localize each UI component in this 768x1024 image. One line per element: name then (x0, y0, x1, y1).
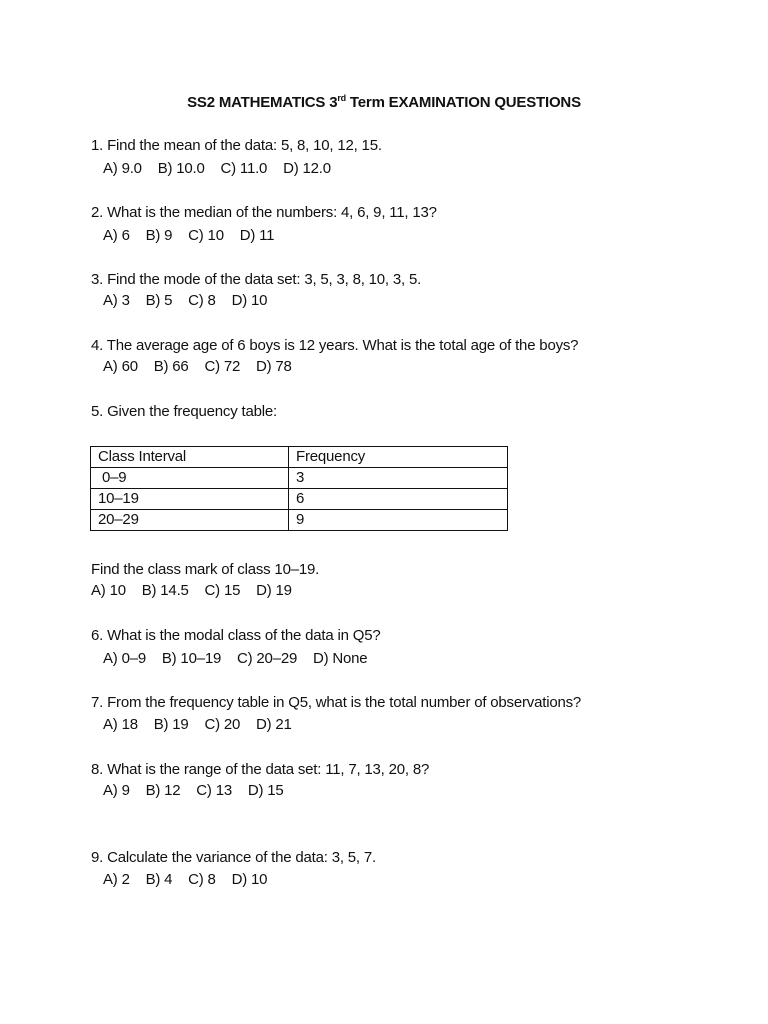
table-row (91, 489, 508, 510)
page-title (0, 94, 768, 111)
question-7: 7. From the frequency table in Q5, what is the total number of observations? (91, 694, 582, 711)
frequency-table (90, 446, 508, 531)
question-1-options: A) 9.0 B) 10.0 C) 11.0 D) 12.0 (103, 160, 331, 177)
title-superscript: rd (337, 93, 346, 103)
question-6: 6. What is the modal class of the data in Q5? (91, 627, 381, 644)
question-2: 2. What is the median of the numbers: 4, 6, 9, 11, 13? (91, 204, 437, 221)
question-4-options: A) 60 B) 66 C) 72 D) 78 (103, 358, 292, 375)
question-6-options: A) 0–9 B) 10–19 C) 20–29 D) None (103, 650, 368, 667)
table-cell: 10–19 (91, 489, 289, 510)
table-header-cell: Frequency (289, 447, 508, 468)
table-cell: 20–29 (91, 510, 289, 531)
question-8: 8. What is the range of the data set: 11, 7, 13, 20, 8? (91, 761, 430, 778)
table-cell: 0–9 (91, 468, 289, 489)
table-cell: 3 (289, 468, 508, 489)
table-header-cell: Class Interval (91, 447, 289, 468)
table-cell: 9 (289, 510, 508, 531)
table-row (91, 468, 508, 489)
question-9-options: A) 2 B) 4 C) 8 D) 10 (103, 871, 268, 888)
question-5-options: A) 10 B) 14.5 C) 15 D) 19 (91, 582, 292, 599)
question-9: 9. Calculate the variance of the data: 3, 5, 7. (91, 849, 376, 866)
question-8-options: A) 9 B) 12 C) 13 D) 15 (103, 782, 284, 799)
title-suffix: Term EXAMINATION QUESTIONS (345, 94, 581, 111)
table-cell: 6 (289, 489, 508, 510)
question-5-followup: Find the class mark of class 10–19. (91, 561, 320, 578)
question-4: 4. The average age of 6 boys is 12 years. What is the total age of the boys? (91, 337, 579, 354)
question-2-options: A) 6 B) 9 C) 10 D) 11 (103, 227, 275, 244)
table-header-row (91, 447, 508, 468)
question-3-options: A) 3 B) 5 C) 8 D) 10 (103, 292, 268, 309)
question-5: 5. Given the frequency table: (91, 403, 277, 420)
question-1: 1. Find the mean of the data: 5, 8, 10, 12, 15. (91, 137, 382, 154)
table-row (91, 510, 508, 531)
question-3: 3. Find the mode of the data set: 3, 5, 3, 8, 10, 3, 5. (91, 271, 422, 288)
question-7-options: A) 18 B) 19 C) 20 D) 21 (103, 716, 292, 733)
title-prefix: SS2 MATHEMATICS 3 (187, 94, 338, 111)
